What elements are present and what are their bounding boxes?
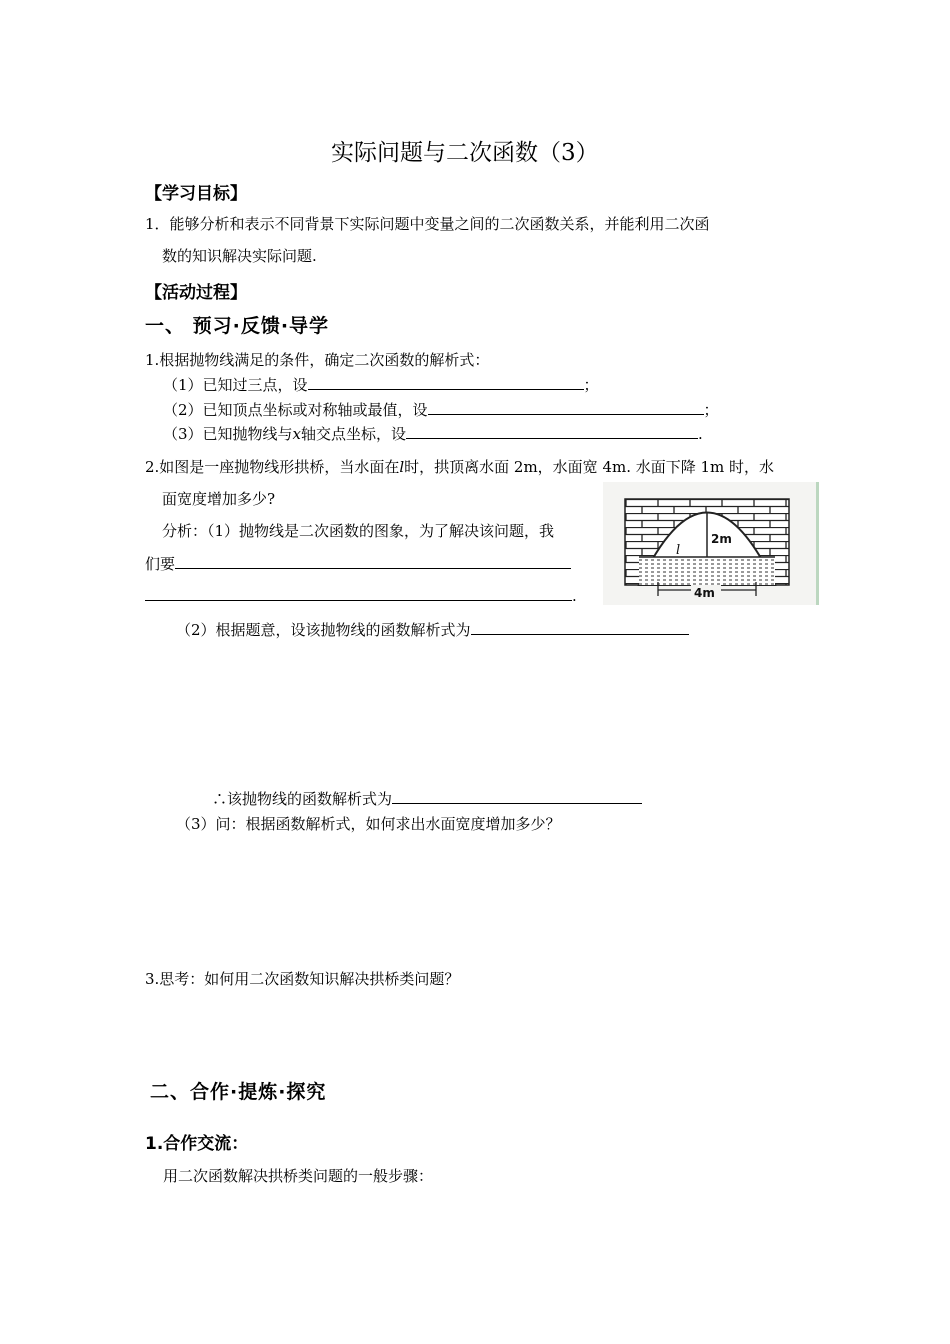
q2-sub2: [176, 619, 689, 640]
part2-heading: 二、合作·提炼·探究: [150, 1081, 327, 1103]
q2-line1-a: 2.如图是一座抛物线形拱桥，当水面在: [145, 458, 400, 476]
q1-part-a-suffix: ；: [583, 376, 599, 394]
q2-sub2-blank[interactable]: [471, 619, 689, 635]
q2-sub3: （3）问：根据函数解析式，如何求出水面宽度增加多少？: [176, 815, 561, 833]
q2-sub2-text: （2）根据题意，设该抛物线的函数解析式为: [176, 621, 471, 639]
q2-therefore-text: ∴该抛物线的函数解析式为: [212, 790, 393, 808]
q1-part-b-suffix: ；: [703, 401, 719, 419]
q1-part-a-blank[interactable]: [308, 374, 584, 390]
q1-part-c-var: x: [292, 425, 302, 443]
part2-text: 用二次函数解决拱桥类问题的一般步骤：: [163, 1167, 434, 1185]
figure-width-label: 4m: [694, 586, 715, 600]
q2-line1-b: 时，拱顶离水面 2m，水面宽 4m. 水面下降 1m 时，水: [404, 458, 775, 476]
arch-bridge-figure: [603, 482, 819, 605]
q1-part-a-prefix: （1）已知过三点，设: [163, 376, 308, 394]
arch-bridge-drawing: [603, 482, 816, 605]
q2-analysis-line2-text: 们要: [145, 555, 176, 573]
activity-process-header: 【活动过程】: [145, 283, 247, 303]
goal-item-1-line2: 数的知识解决实际问题.: [162, 247, 317, 265]
q1-part-c-suffix: .: [698, 425, 703, 443]
page-title: 实际问题与二次函数（3）: [331, 140, 599, 166]
q2-therefore: [212, 788, 642, 809]
q2-analysis-line3: [145, 585, 577, 605]
q1-part-c-mid: 轴交点坐标，设: [301, 425, 407, 443]
q2-line1: [145, 456, 774, 477]
learning-goals-header: 【学习目标】: [145, 184, 247, 204]
q2-line1-var: l: [399, 458, 405, 476]
q1-stem: 1.根据抛物线满足的条件，确定二次函数的解析式：: [145, 351, 490, 369]
q2-analysis-blank-2[interactable]: [145, 585, 572, 601]
q2-analysis-line2: [145, 553, 571, 574]
q2-analysis-blank-1[interactable]: [175, 553, 571, 569]
figure-height-label: 2m: [711, 532, 732, 546]
q1-part-a: [163, 374, 599, 395]
part2-sub1: 1.合作交流：: [145, 1134, 249, 1154]
q1-part-b: [163, 399, 719, 420]
part1-heading: 一、 预习·反馈·导学: [145, 315, 330, 337]
q1-part-c: [163, 423, 703, 444]
q1-part-c-blank[interactable]: [406, 423, 698, 439]
q3-text: 3.思考：如何用二次函数知识解决拱桥类问题？: [145, 970, 460, 988]
q1-part-c-prefix: （3）已知抛物线与: [163, 425, 293, 443]
q2-analysis-line1: 分析：（1）抛物线是二次函数的图象，为了解决该问题，我: [162, 522, 555, 540]
q1-part-b-prefix: （2）已知顶点坐标或对称轴或最值，设: [163, 401, 428, 419]
q2-analysis-end: .: [572, 587, 577, 605]
q2-line2: 面宽度增加多少?: [162, 490, 276, 508]
q2-therefore-blank[interactable]: [392, 788, 642, 804]
goal-item-1-line1: 1．能够分析和表示不同背景下实际问题中变量之间的二次函数关系，并能利用二次函: [145, 215, 710, 233]
figure-l-label: l: [676, 543, 681, 558]
q1-part-b-blank[interactable]: [428, 399, 704, 415]
